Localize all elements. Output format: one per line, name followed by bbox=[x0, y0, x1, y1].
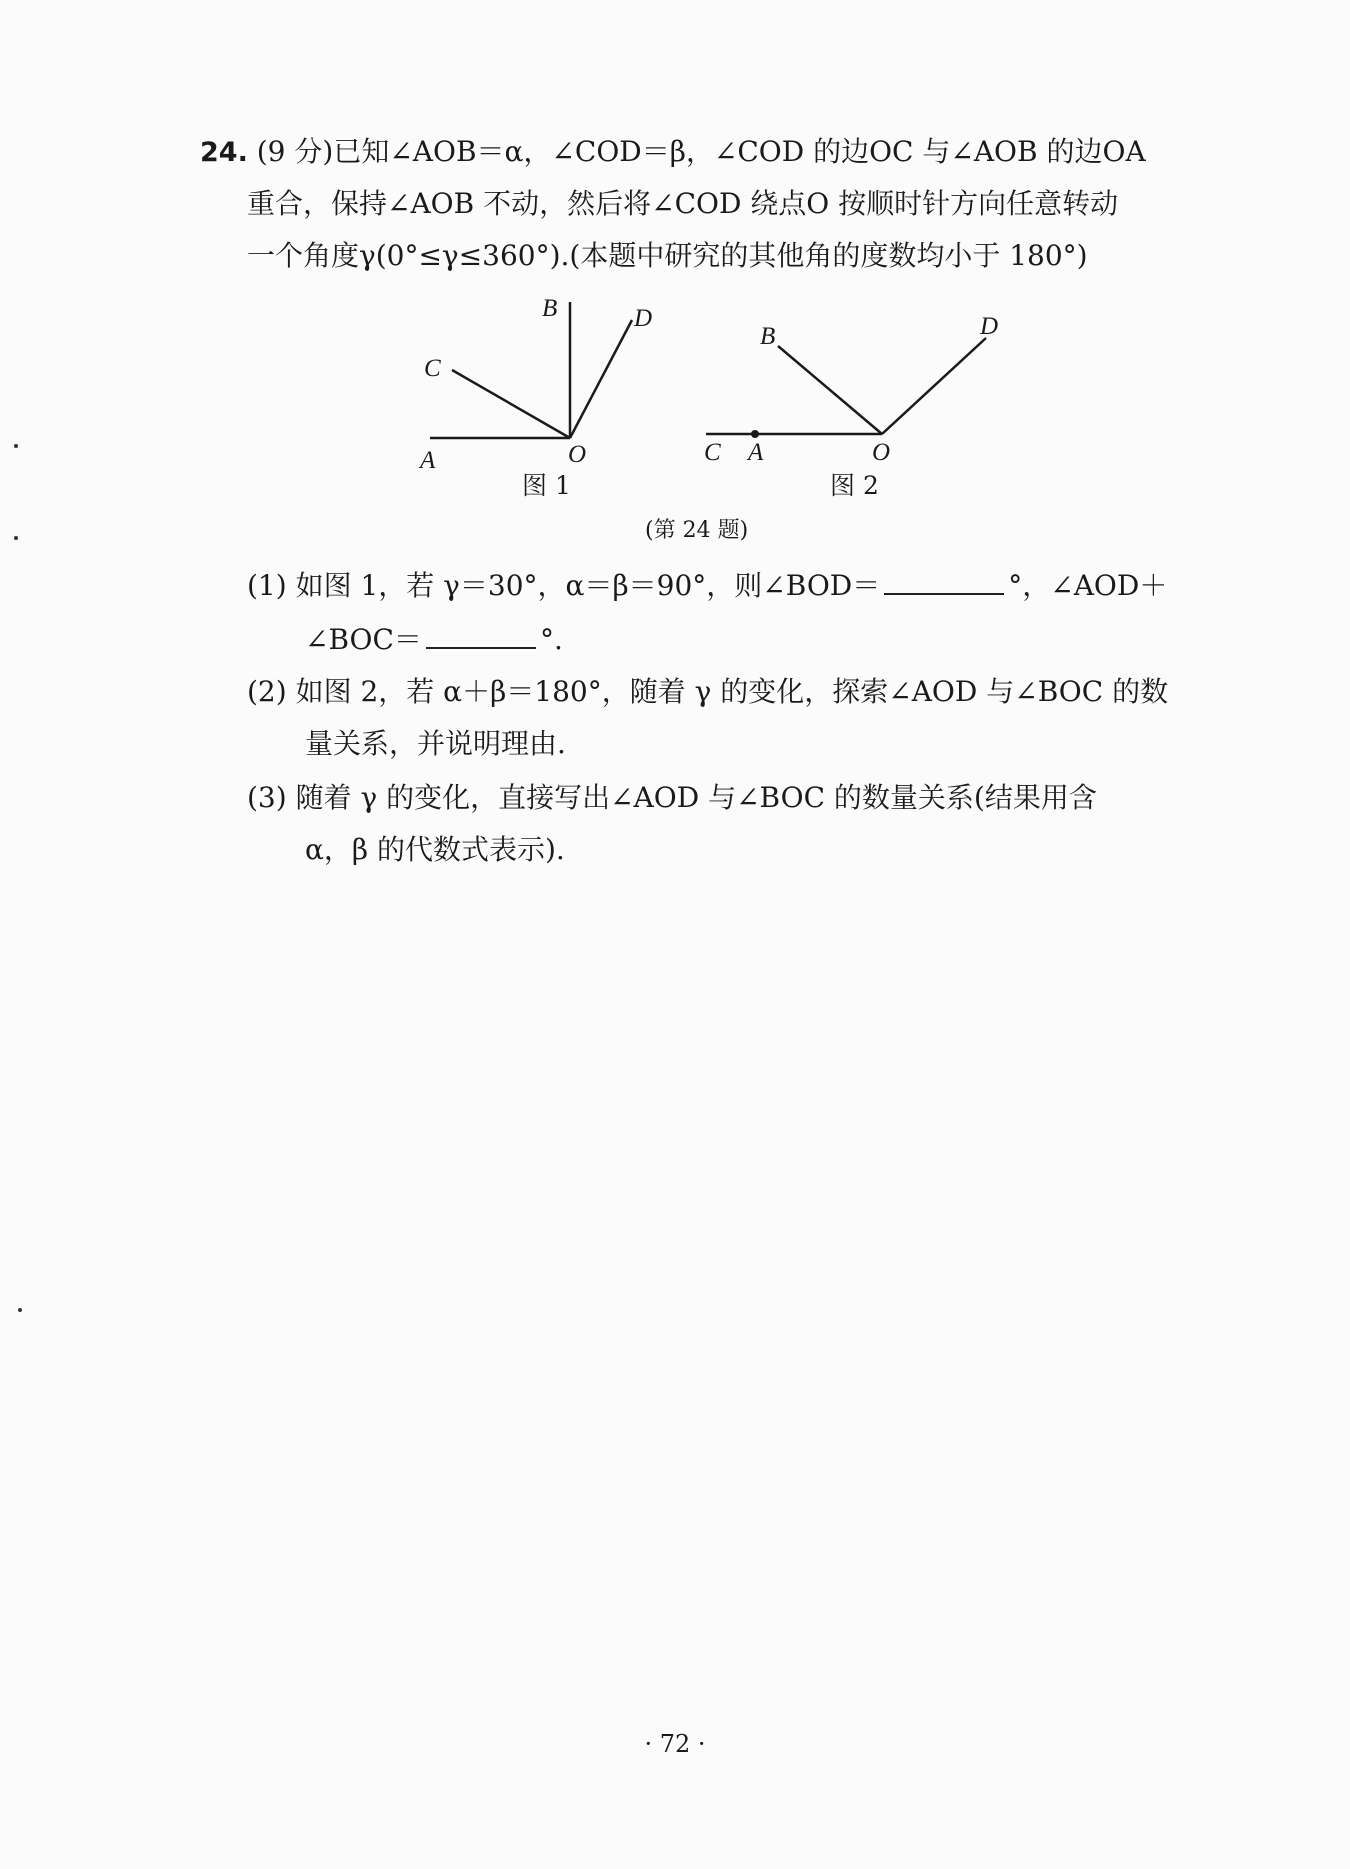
answer-blank-sum[interactable] bbox=[426, 625, 536, 649]
ray-OC bbox=[452, 370, 570, 438]
part-2-line-1: (2) 如图 2，若 α＋β＝180°，随着 γ 的变化，探索∠AOD 与∠BOC 的数 bbox=[247, 675, 1169, 708]
part-3-line-2: α，β 的代数式表示). bbox=[305, 833, 565, 866]
question-line-2: 重合，保持∠AOB 不动，然后将∠COD 绕点O 按顺时针方向任意转动 bbox=[247, 187, 1119, 220]
part-1-text-a: (1) 如图 1，若 γ＝30°，α＝β＝90°，则∠BOD＝ bbox=[247, 569, 881, 602]
part-1-line-1 bbox=[247, 566, 1247, 606]
part-2-line-2: 量关系，并说明理由. bbox=[305, 727, 566, 760]
part-1-text-c: ∠BOC＝ bbox=[305, 623, 422, 656]
ray-OB bbox=[778, 346, 882, 434]
label-A: A bbox=[420, 447, 436, 474]
part-3-line-1: (3) 随着 γ 的变化，直接写出∠AOD 与∠BOC 的数量关系(结果用含 bbox=[247, 781, 1097, 814]
scan-speck bbox=[14, 536, 18, 540]
scan-speck bbox=[18, 1308, 22, 1312]
page-number: · 72 · bbox=[644, 1730, 706, 1758]
part-1-line-2 bbox=[305, 620, 1305, 660]
question-intro-1: (9 分)已知∠AOB＝α，∠COD＝β，∠COD 的边OC 与∠AOB 的边OA bbox=[256, 135, 1146, 168]
part-1-text-d: °. bbox=[539, 623, 563, 656]
label-C: C bbox=[424, 355, 441, 382]
ray-OD bbox=[882, 338, 986, 434]
label-A: A bbox=[748, 439, 764, 466]
figure-group-caption: (第 24 题) bbox=[645, 518, 749, 543]
scan-speck bbox=[14, 444, 18, 448]
figure-2 bbox=[700, 300, 1020, 484]
label-B: B bbox=[760, 323, 776, 350]
label-C: C bbox=[704, 439, 721, 466]
question-line-1 bbox=[200, 132, 1200, 173]
point-A bbox=[751, 430, 759, 438]
answer-blank-BOD[interactable] bbox=[884, 571, 1004, 595]
figure-1-caption: 图 1 bbox=[522, 471, 571, 500]
label-D: D bbox=[980, 313, 999, 340]
figure-1 bbox=[410, 290, 680, 484]
label-B: B bbox=[542, 295, 558, 322]
question-number: 24. bbox=[200, 137, 248, 168]
label-O: O bbox=[872, 439, 891, 466]
question-line-3: 一个角度γ(0°≤γ≤360°).(本题中研究的其他角的度数均小于 180°) bbox=[247, 239, 1088, 272]
label-O: O bbox=[568, 441, 587, 468]
label-D: D bbox=[634, 305, 653, 332]
ray-OD bbox=[570, 320, 632, 438]
figure-2-caption: 图 2 bbox=[830, 471, 879, 500]
part-1-text-b: °，∠AOD＋ bbox=[1008, 569, 1168, 602]
